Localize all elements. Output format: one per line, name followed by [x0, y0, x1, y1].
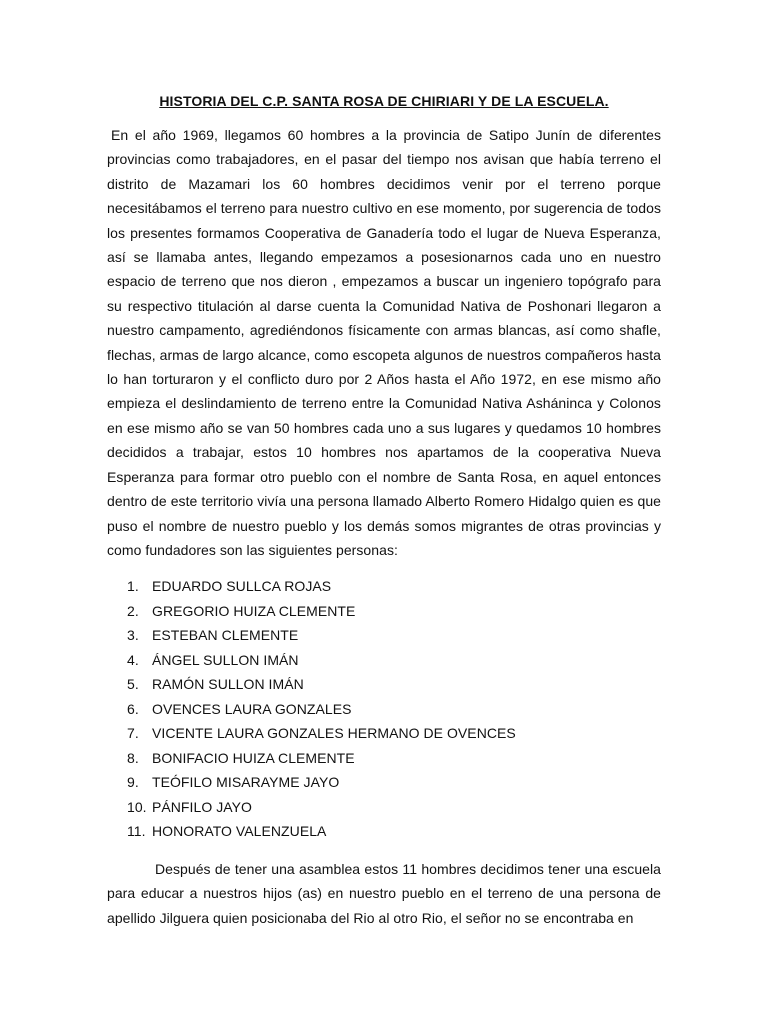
list-item-name: ÁNGEL SULLON IMÁN	[152, 651, 299, 668]
list-item-name: ESTEBAN CLEMENTE	[152, 627, 299, 644]
founders-list	[107, 574, 661, 844]
list-item-number: 8.	[127, 749, 139, 766]
list-item	[107, 599, 661, 624]
list-item-name: GREGORIO HUIZA CLEMENTE	[152, 602, 356, 619]
list-item-name: PÁNFILO JAYO	[152, 798, 252, 815]
list-item	[107, 648, 661, 673]
list-item-name: VICENTE LAURA GONZALES HERMANO DE OVENCES	[152, 725, 516, 742]
history-paragraph	[107, 123, 661, 562]
list-item-number: 9.	[127, 774, 139, 791]
list-item-number: 4.	[127, 651, 139, 668]
list-item-number: 11.	[127, 823, 146, 840]
document-page	[107, 89, 661, 930]
list-item	[107, 746, 661, 771]
list-item-number: 10.	[127, 798, 147, 815]
list-item	[107, 770, 661, 795]
list-item-name: HONORATO VALENZUELA	[152, 823, 327, 840]
list-item	[107, 721, 661, 746]
school-paragraph-text: Después de tener una asamblea estos 11 hombres decidimos tener una escuela para educar a nuestros hijos (as) en nuestro pueblo en el terreno de una persona de apellido Jilguera quien posicionaba del Rio al otro Rio, el señor no se encontraba en	[107, 860, 661, 926]
list-item-name: RAMÓN SULLON IMÁN	[152, 676, 304, 693]
list-item-name: OVENCES LAURA GONZALES	[152, 700, 352, 717]
list-item-name: TEÓFILO MISARAYME JAYO	[152, 774, 340, 791]
list-item	[107, 697, 661, 722]
list-item	[107, 623, 661, 648]
history-paragraph-text: En el año 1969, llegamos 60 hombres a la provincia de Satipo Junín de diferentes provincias como trabajadores, en el pasar del tiempo nos avisan que había terreno el distrito de Mazamari los 60 hombres decidimos venir por el terreno porque necesitábamos el terreno para nuestro cultivo en ese momento, por sugerencia de todos los presentes formamos Cooperativa de Ganadería todo el lugar de Nueva Esperanza, así se llamaba antes, llegando empezamos a posesionarnos cada uno en nuestro espacio de terreno que nos dieron , empezamos a buscar un ingeniero topógrafo para su respectivo titulación al darse cuenta la Comunidad Nativa de Poshonari llegaron a nuestro campamento, agrediéndonos físicamente con armas blancas, así como shafle, flechas, armas de largo alcance, como escopeta algunos de nuestros compañeros hasta lo han torturaron y el conflicto duro por 2 Años hasta el Año 1972, en ese mismo año empieza el deslindamiento de terreno entre la Comunidad Nativa Asháninca y Colonos en ese mismo año se van 50 hombres cada uno a sus lugares y quedamos 10 hombres decididos a trabajar, estos 10 hombres nos apartamos de la cooperativa Nueva Esperanza para formar otro pueblo con el nombre de Santa Rosa, en aquel entonces dentro de este territorio vivía una persona llamado Alberto Romero Hidalgo quien es que puso el nombre de nuestro pueblo y los demás somos migrantes de otras provincias y como fundadores son las siguientes personas:	[107, 127, 661, 558]
document-title: HISTORIA DEL C.P. SANTA ROSA DE CHIRIARI Y DE LA ESCUELA.	[159, 93, 609, 109]
list-item-name: BONIFACIO HUIZA CLEMENTE	[152, 749, 355, 766]
list-item	[107, 819, 661, 844]
list-item-number: 6.	[127, 700, 139, 717]
list-item	[107, 795, 661, 820]
list-item	[107, 574, 661, 599]
school-paragraph	[107, 857, 661, 930]
list-item-number: 5.	[127, 676, 139, 693]
list-item-name: EDUARDO SULLCA ROJAS	[152, 578, 332, 595]
list-item-number: 1.	[127, 578, 139, 595]
list-item-number: 2.	[127, 602, 139, 619]
list-item	[107, 672, 661, 697]
list-item-number: 7.	[127, 725, 139, 742]
list-item-number: 3.	[127, 627, 139, 644]
